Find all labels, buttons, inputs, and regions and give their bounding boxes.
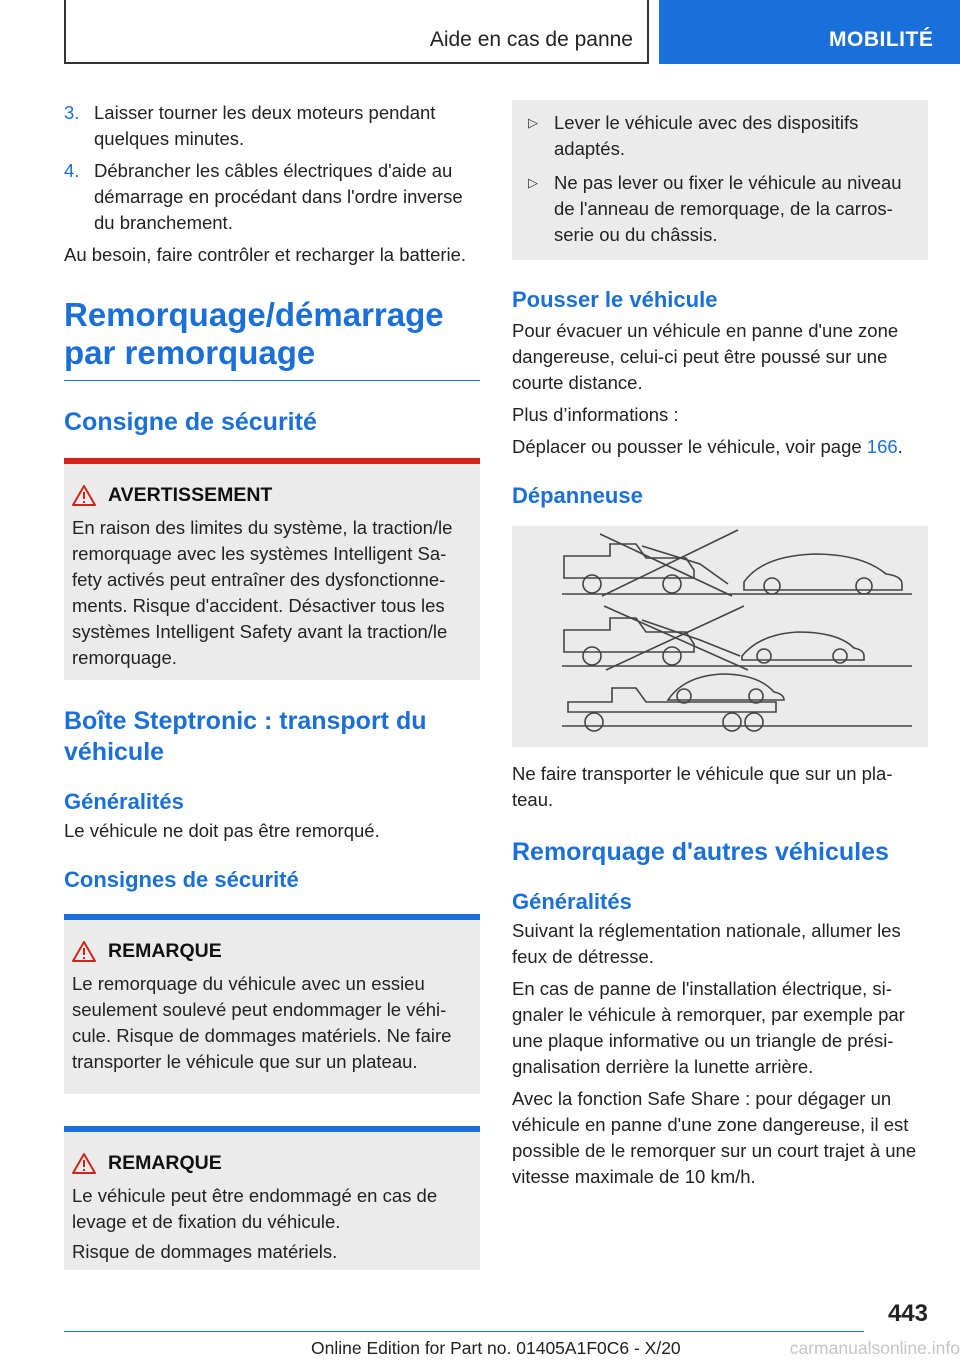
page-link[interactable]: 166 <box>866 436 898 457</box>
chapter-label: MOBILITÉ <box>829 28 934 51</box>
safety-heading: Consigne de sécurité <box>64 408 317 436</box>
notice-header <box>64 1132 480 1183</box>
notice-label: REMARQUE <box>108 940 222 962</box>
left-column <box>64 100 480 1270</box>
push-heading: Pousser le véhicule <box>512 287 718 312</box>
steptronic-heading: Boîte Steptronic : transport du véhicule <box>64 707 427 766</box>
para-hazard: Suivant la réglementation nationale, allumer les feux de détresse. <box>512 920 901 967</box>
generalites-text: Le véhicule ne doit pas être remorqué. <box>64 820 380 841</box>
more-info-text: Plus d’informations : <box>512 404 679 425</box>
para-safe-share: Avec la fonction Safe Share : pour dégager un véhicule en panne d'une zone dangereuse, il est possible de le remorquer sur un court trajet à une vitesse maximale de 10 km/h. <box>512 1088 917 1187</box>
notice-text: Le véhicule peut être endommagé en cas de levage et de fixation du véhicule. <box>72 1185 438 1232</box>
list-item <box>522 110 918 162</box>
warning-text: En raison des limites du système, la traction/le remorquage avec les systèmes Intelligent Sa-fety activés peut entraîner des dysfonctionne-ments. Risque d'accident. Désactiver tous les systèmes Intelligent Safety avant la traction/le remorquage. <box>72 517 453 668</box>
tow-heading: Dépanneuse <box>512 483 643 508</box>
warning-triangle-icon <box>72 941 96 962</box>
warning-header <box>64 464 480 515</box>
tow-caption: Ne faire transporter le véhicule que sur un pla-teau. <box>512 763 893 810</box>
battery-note: Au besoin, faire contrôler et recharger la batterie. <box>64 244 467 265</box>
notice-header <box>64 920 480 971</box>
triangle-bullet-icon: ▷ <box>528 175 538 190</box>
notice-box <box>64 1126 480 1270</box>
tow-truck-figure <box>512 526 928 747</box>
bullet-text: Lever le véhicule avec des dispositifs adaptés. <box>554 112 859 159</box>
notice-body <box>64 971 480 1089</box>
consignes-heading: Consignes de sécurité <box>64 867 299 892</box>
warning-triangle-icon <box>72 1153 96 1174</box>
section-title: Aide en cas de panne <box>429 28 633 51</box>
heading-line: Remorquage/démarrage <box>64 296 444 333</box>
heading-line: par remorquage <box>64 334 316 371</box>
step-text: Laisser tourner les deux moteurs pendant quelques minutes. <box>94 102 436 149</box>
para-electrical: En cas de panne de l'installation électrique, si-gnaler le véhicule à remorquer, par exemple par une plaque informative ou un triangle de prési-gnalisation derrière la lunette arrière. <box>512 978 905 1077</box>
warning-body <box>64 515 480 685</box>
warning-box <box>64 458 480 680</box>
notice-label: REMARQUE <box>108 1152 222 1174</box>
header-chapter-tab[interactable] <box>659 0 960 64</box>
header-section-box <box>64 0 649 64</box>
generalites-heading: Généralités <box>512 889 632 914</box>
warning-label: AVERTISSEMENT <box>108 484 273 506</box>
others-heading: Remorquage d'autres véhicules <box>512 838 889 866</box>
notice-text: Le remorquage du véhicule avec un essieu seulement soulevé peut endommager le véhi-cule. Risque de dommages matériels. Ne faire transporter le véhicule que sur un plateau. <box>72 973 452 1072</box>
step-number: 3. <box>64 102 80 123</box>
page-number: 443 <box>887 1300 928 1327</box>
warning-triangle-icon <box>72 485 96 506</box>
see-page-prefix: Déplacer ou pousser le véhicule, voir page <box>512 436 867 457</box>
step-text: Débrancher les câbles électriques d'aide au démarrage en procédant dans l'ordre inverse du branchement. <box>94 160 463 233</box>
list-item <box>64 158 480 236</box>
bullet-text: Ne pas lever ou fixer le véhicule au niveau de l'anneau de remorquage, de la carros-serie ou du châssis. <box>554 172 902 245</box>
section-heading <box>64 296 480 381</box>
notice-text: Risque de dommages matériels. <box>72 1241 338 1262</box>
bullet-box <box>512 100 928 260</box>
step-number: 4. <box>64 160 80 181</box>
footer-divider <box>64 1331 864 1332</box>
list-item <box>64 100 480 152</box>
see-page-suffix: . <box>897 436 903 457</box>
list-item <box>522 170 918 248</box>
see-page-text <box>512 434 928 460</box>
generalites-heading: Généralités <box>64 789 184 814</box>
right-column <box>512 100 928 1190</box>
edition-text: Online Edition for Part no. 01405A1F0C6 - X/20 <box>311 1338 681 1358</box>
notice-box <box>64 914 480 1094</box>
notice-body <box>64 1183 480 1279</box>
tow-truck-illustration <box>512 526 928 747</box>
push-text: Pour évacuer un véhicule en panne d'une zone dangereuse, celui-ci peut être poussé sur une courte distance. <box>512 320 899 393</box>
triangle-bullet-icon: ▷ <box>528 115 538 130</box>
watermark: carmanualsonline.info <box>789 1338 960 1358</box>
